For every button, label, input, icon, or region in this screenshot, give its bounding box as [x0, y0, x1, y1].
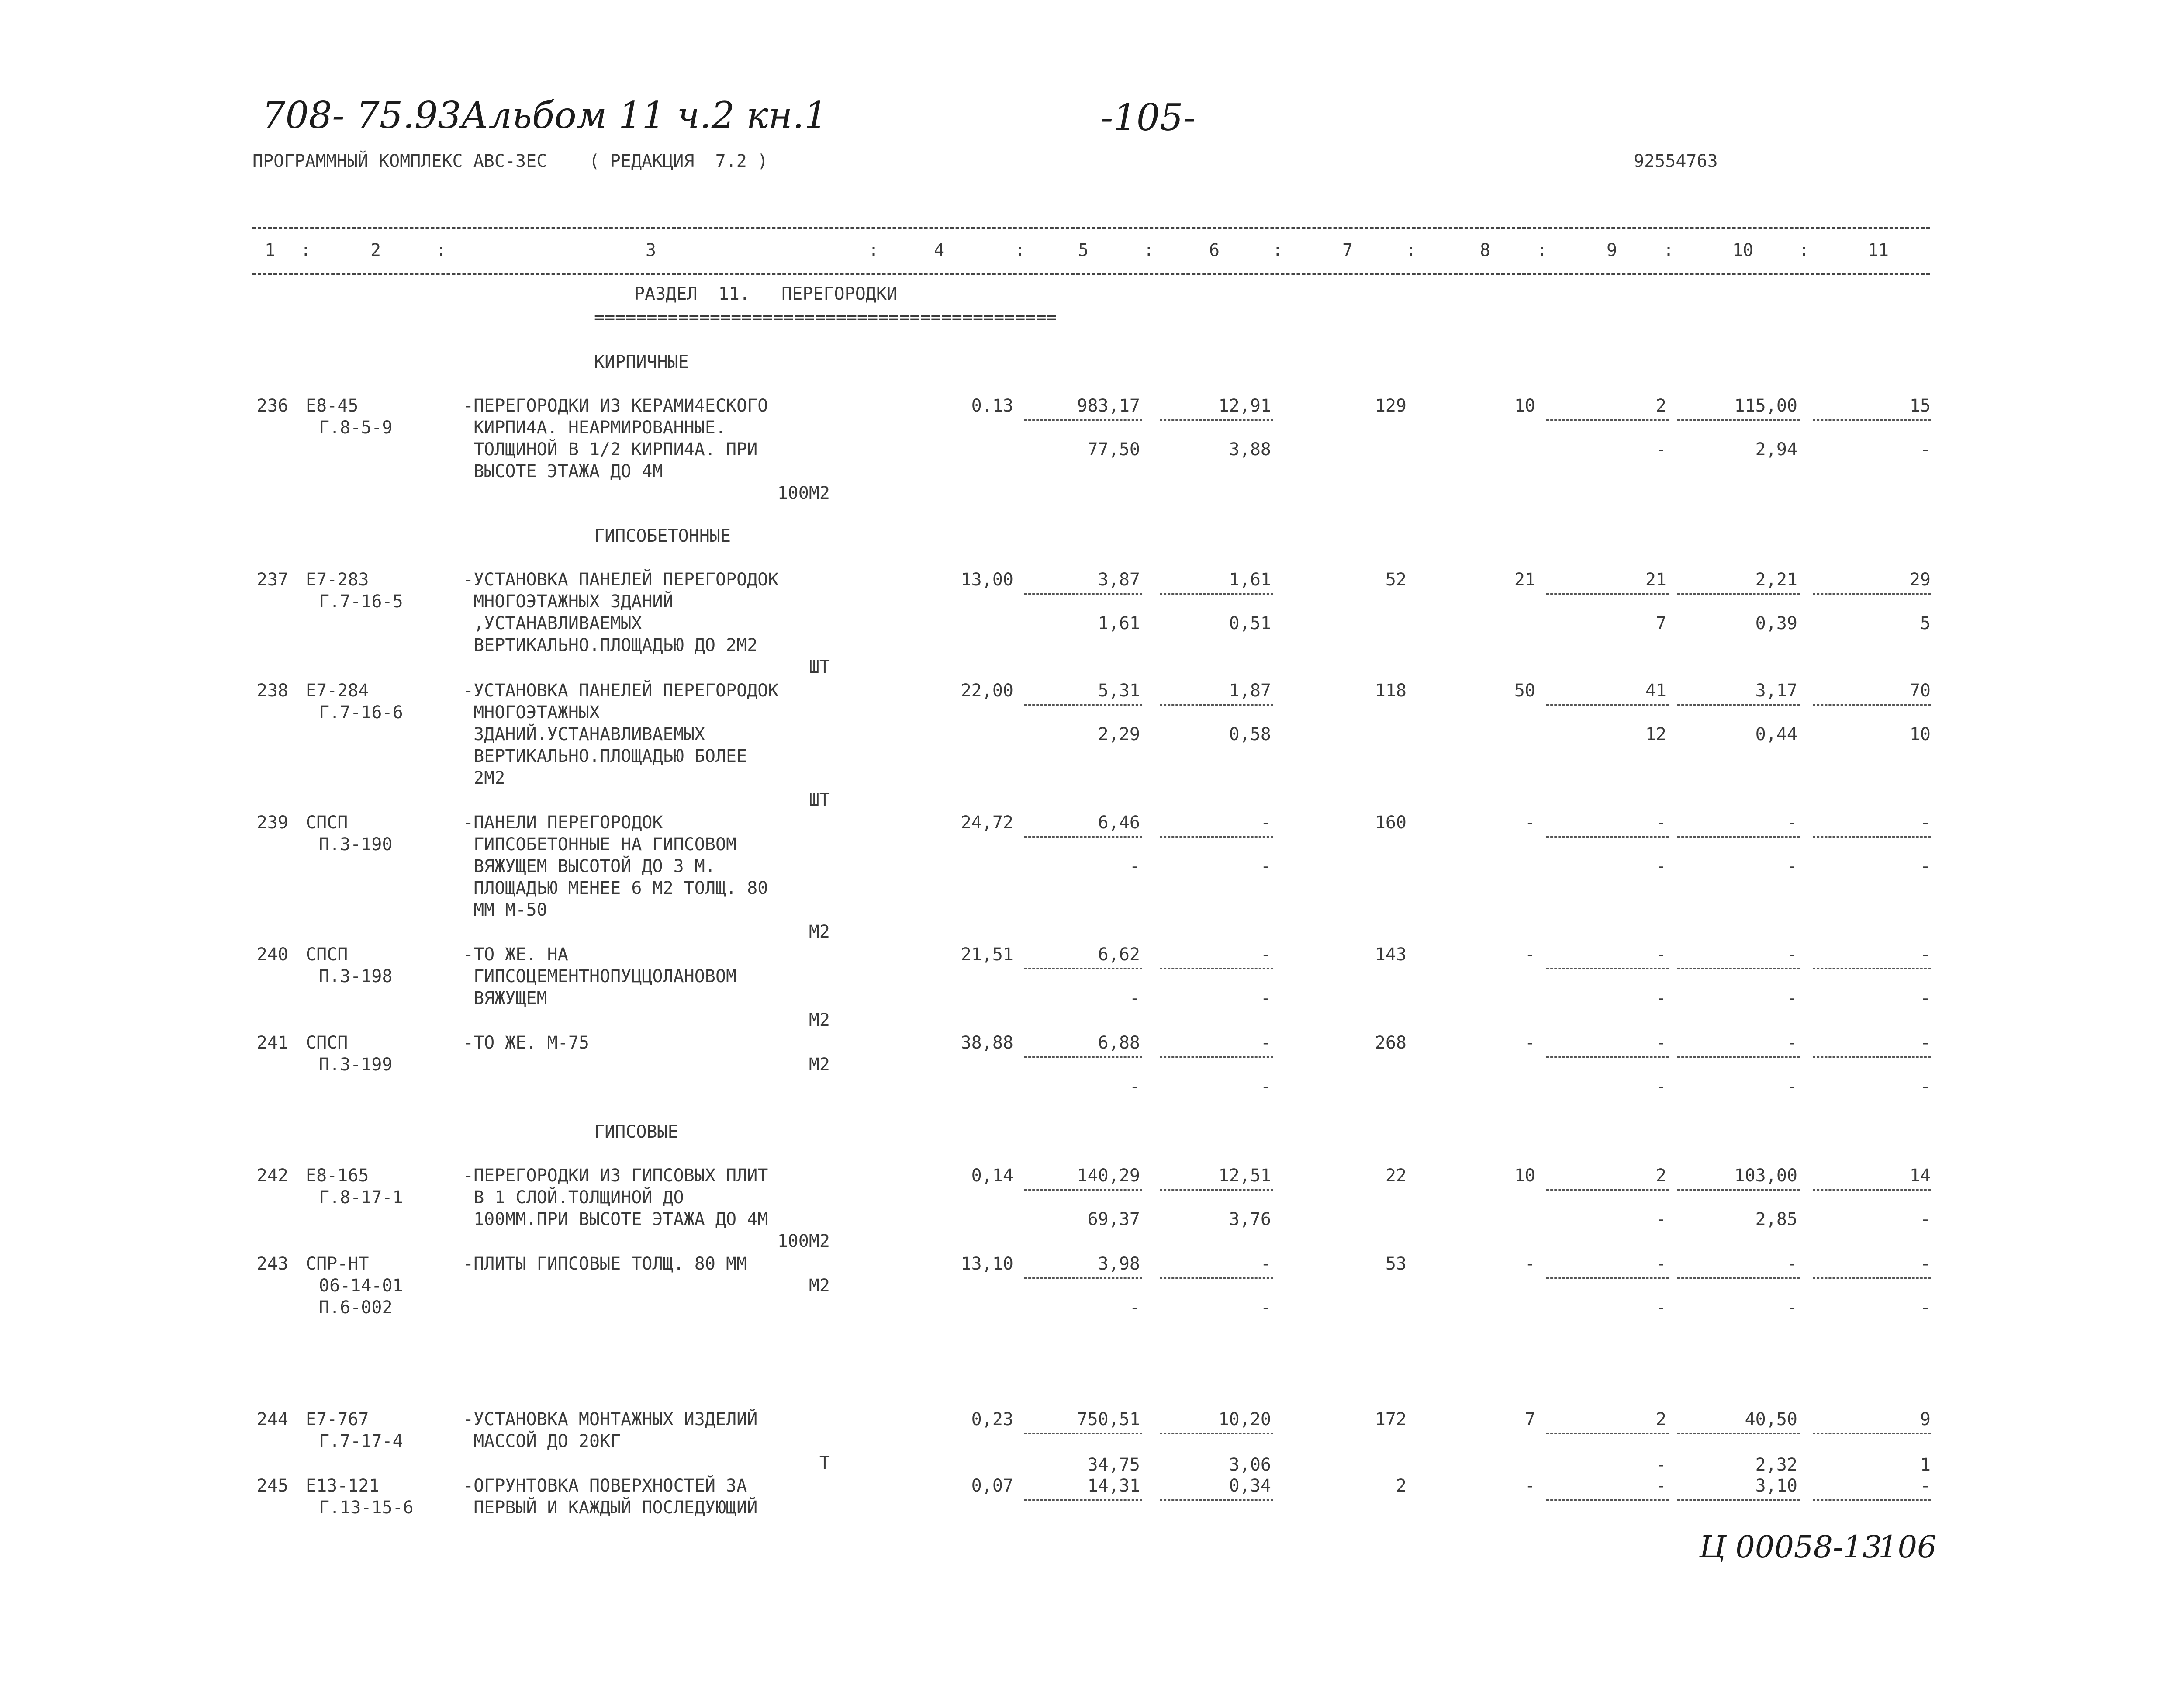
value-divider — [1160, 593, 1273, 595]
cell-c11: 29 — [1909, 570, 1931, 590]
cell-c10b: - — [1787, 856, 1797, 876]
row-number: 237 — [256, 570, 288, 590]
cell-c6: 1,61 — [1229, 570, 1271, 590]
row-unit: 100М2 — [777, 1231, 830, 1251]
cell-c8: 7 — [1524, 1409, 1535, 1429]
cell-c9b: - — [1655, 440, 1666, 460]
row-description-line: ТОЛЩИНОЙ В 1/2 КИРПИ4А. ПРИ — [463, 440, 758, 460]
column-header-cell: : — [868, 240, 879, 260]
cell-c8: - — [1524, 813, 1535, 833]
cell-c7: 160 — [1375, 813, 1406, 833]
row-number: 242 — [256, 1166, 288, 1186]
cell-c9: 2 — [1655, 396, 1666, 416]
cell-c6b: 3,76 — [1229, 1209, 1271, 1229]
cell-c5b: 69,37 — [1087, 1209, 1140, 1229]
row-description-line: МНОГОЭТАЖНЫХ ЗДАНИЙ — [463, 592, 674, 612]
column-header-cell: 5 — [1078, 240, 1089, 260]
row-number: 241 — [256, 1033, 288, 1053]
cell-c8: 50 — [1514, 681, 1535, 701]
row-code: Е8-165 — [306, 1166, 369, 1186]
row-description-line: ЗДАНИЙ.УСТАНАВЛИВАЕМЫХ — [463, 724, 705, 744]
value-divider — [1677, 1433, 1800, 1434]
cell-c9: 41 — [1645, 681, 1666, 701]
row-code: Е8-45 — [306, 396, 359, 416]
cell-c4: 24,72 — [961, 813, 1013, 833]
cell-c5: 14,31 — [1087, 1476, 1140, 1496]
cell-c4: 0,14 — [971, 1166, 1013, 1186]
cell-c11: - — [1920, 1033, 1931, 1053]
value-divider — [1160, 1277, 1273, 1279]
cell-c4: 38,88 — [961, 1033, 1013, 1053]
cell-c9b: - — [1655, 1455, 1666, 1475]
cell-c6b: 3,06 — [1229, 1455, 1271, 1475]
row-description-line: В 1 СЛОЙ.ТОЛЩИНОЙ ДО — [463, 1187, 684, 1208]
cell-c9: 21 — [1645, 570, 1666, 590]
row-unit: М2 — [809, 1276, 830, 1296]
row-unit: М2 — [809, 1010, 830, 1030]
column-header-cell: 7 — [1342, 240, 1353, 260]
row-description-line: ПЛОЩАДЬЮ МЕНЕЕ 6 М2 ТОЛЩ. 80 — [463, 878, 768, 898]
row-number: 245 — [256, 1476, 288, 1496]
cell-c11: 9 — [1920, 1409, 1931, 1429]
cell-c10b: 0,39 — [1755, 613, 1797, 633]
column-header-cell: 3 — [645, 240, 657, 260]
cell-c6: - — [1260, 813, 1271, 833]
cell-c5: 140,29 — [1077, 1166, 1140, 1186]
cell-c9: - — [1655, 1476, 1666, 1496]
column-header-cell: : — [300, 240, 311, 260]
value-divider — [1813, 1499, 1931, 1501]
cell-c10b: - — [1787, 988, 1797, 1008]
row-number: 238 — [256, 681, 288, 701]
cell-c7: 52 — [1385, 570, 1406, 590]
column-header-cell: 2 — [370, 240, 381, 260]
row-unit: М2 — [809, 922, 830, 942]
value-divider — [1160, 836, 1273, 838]
row-reference: П.3-198 — [319, 966, 393, 986]
value-divider — [1677, 419, 1800, 421]
value-divider — [1813, 704, 1931, 706]
cell-c5: 6,88 — [1098, 1033, 1140, 1053]
row-description-line: -УСТАНОВКА МОНТАЖНЫХ ИЗДЕЛИЙ — [463, 1409, 758, 1429]
row-description-line: -ПЛИТЫ ГИПСОВЫЕ ТОЛЩ. 80 ММ — [463, 1254, 747, 1274]
cell-c10: 2,21 — [1755, 570, 1797, 590]
cell-c11: - — [1920, 945, 1931, 965]
cell-c7: 118 — [1375, 681, 1406, 701]
row-description-line: -ТО ЖЕ. М-75 — [463, 1033, 589, 1053]
row-description-line: -ТО ЖЕ. НА — [463, 945, 568, 965]
cell-c10: - — [1787, 945, 1797, 965]
cell-c4: 21,51 — [961, 945, 1013, 965]
cell-c9b: 7 — [1655, 613, 1666, 633]
value-divider — [1677, 704, 1800, 706]
cell-c5: 983,17 — [1077, 396, 1140, 416]
cell-c9b: - — [1655, 1076, 1666, 1097]
value-divider — [1160, 704, 1273, 706]
cell-c10: - — [1787, 813, 1797, 833]
cell-c6: 12,51 — [1218, 1166, 1271, 1186]
value-divider — [1024, 1499, 1142, 1501]
row-reference: 06-14-01 — [319, 1276, 403, 1296]
value-divider — [1546, 593, 1669, 595]
column-header-cell: 6 — [1209, 240, 1220, 260]
cell-c9: - — [1655, 1033, 1666, 1053]
cell-c10: 40,50 — [1745, 1409, 1797, 1429]
value-divider — [1677, 1499, 1800, 1501]
cell-c11b: - — [1920, 440, 1931, 460]
cell-c10: - — [1787, 1254, 1797, 1274]
cell-c11: - — [1920, 1476, 1931, 1496]
column-header-cell: : — [1143, 240, 1154, 260]
row-reference: Г.8-5-9 — [319, 418, 393, 438]
cell-c4: 13,00 — [961, 570, 1013, 590]
row-code: СПСП — [306, 1033, 348, 1053]
row-reference: Г.7-16-6 — [319, 703, 403, 723]
cell-c5b: 1,61 — [1098, 613, 1140, 633]
section-underline: ============================================ — [594, 308, 1057, 328]
value-divider — [1160, 1433, 1273, 1434]
row-reference: Г.8-17-1 — [319, 1187, 403, 1208]
cell-c4: 0.13 — [971, 396, 1013, 416]
column-header-cell: 1 — [264, 240, 276, 260]
cell-c10b: - — [1787, 1076, 1797, 1097]
row-number: 243 — [256, 1254, 288, 1274]
value-divider — [1546, 968, 1669, 969]
row-reference: П.3-190 — [319, 834, 393, 855]
row-description-line: -ПЕРЕГОРОДКИ ИЗ ГИПСОВЫХ ПЛИТ — [463, 1166, 768, 1186]
cell-c7: 143 — [1375, 945, 1406, 965]
row-unit: ШТ — [809, 790, 830, 810]
value-divider — [1160, 1189, 1273, 1191]
cell-c5b: - — [1129, 988, 1140, 1008]
cell-c6: 0,34 — [1229, 1476, 1271, 1496]
cell-c10b: - — [1787, 1298, 1797, 1318]
column-header-cell: 4 — [933, 240, 945, 260]
value-divider — [1677, 1189, 1800, 1191]
group-label-brick: КИРПИЧНЫЕ — [594, 352, 689, 372]
cell-c11b: - — [1920, 1209, 1931, 1229]
row-description-line: 100ММ.ПРИ ВЫСОТЕ ЭТАЖА ДО 4М — [463, 1209, 768, 1229]
cell-c5b: - — [1129, 1076, 1140, 1097]
column-header-cell: : — [1536, 240, 1548, 260]
group-label-gypsum-concrete: ГИПСОБЕТОННЫЕ — [594, 526, 731, 546]
row-description-line: -УСТАНОВКА ПАНЕЛЕЙ ПЕРЕГОРОДОК — [463, 570, 779, 590]
row-description-line: ВЕРТИКАЛЬНО.ПЛОЩАДЬЮ ДО 2М2 — [463, 635, 758, 655]
cell-c11: 70 — [1909, 681, 1931, 701]
cell-c9: 2 — [1655, 1166, 1666, 1186]
cell-c4: 0,23 — [971, 1409, 1013, 1429]
row-code: Е7-284 — [306, 681, 369, 701]
cell-c10: 115,00 — [1734, 396, 1797, 416]
cell-c8: - — [1524, 1254, 1535, 1274]
row-number: 244 — [256, 1409, 288, 1429]
row-description-line: -УСТАНОВКА ПАНЕЛЕЙ ПЕРЕГОРОДОК — [463, 681, 779, 701]
value-divider — [1677, 1056, 1800, 1058]
cell-c10: 3,17 — [1755, 681, 1797, 701]
cell-c4: 13,10 — [961, 1254, 1013, 1274]
row-code: Е7-283 — [306, 570, 369, 590]
cell-c8: 21 — [1514, 570, 1535, 590]
row-description-line: КИРПИ4А. НЕАРМИРОВАННЫЕ. — [463, 418, 726, 438]
value-divider — [1024, 704, 1142, 706]
value-divider — [1813, 593, 1931, 595]
cell-c9b: - — [1655, 988, 1666, 1008]
row-reference: Г.7-17-4 — [319, 1431, 403, 1451]
row-description-line: ПЕРВЫЙ И КАЖДЫЙ ПОСЛЕДУЮЩИЙ — [463, 1498, 758, 1518]
cell-c5b: - — [1129, 1298, 1140, 1318]
row-unit: Т — [819, 1453, 830, 1473]
cell-c4: 0,07 — [971, 1476, 1013, 1496]
cell-c8: 10 — [1514, 1166, 1535, 1186]
cell-c8: - — [1524, 1033, 1535, 1053]
cell-c6b: 0,51 — [1229, 613, 1271, 633]
value-divider — [1024, 1277, 1142, 1279]
value-divider — [1546, 836, 1669, 838]
row-code: Е7-767 — [306, 1409, 369, 1429]
row-description-line: МАССОЙ ДО 20КГ — [463, 1431, 621, 1451]
cell-c10: 3,10 — [1755, 1476, 1797, 1496]
value-divider — [1813, 419, 1931, 421]
cell-c5: 6,62 — [1098, 945, 1140, 965]
column-header-cell: : — [1014, 240, 1026, 260]
value-divider — [1813, 1189, 1931, 1191]
group-label-gypsum: ГИПСОВЫЕ — [594, 1122, 678, 1142]
handwritten-doc-code: 708- 75.93 — [262, 94, 461, 137]
cell-c5: 750,51 — [1077, 1409, 1140, 1429]
row-description-line: ГИПСОБЕТОННЫЕ НА ГИПСОВОМ — [463, 834, 737, 855]
value-divider — [1546, 1499, 1669, 1501]
cell-c10: 103,00 — [1734, 1166, 1797, 1186]
handwritten-stamp-number: Ц 00058-13 — [1699, 1529, 1882, 1565]
cell-c5b: 34,75 — [1087, 1455, 1140, 1475]
cell-c11b: - — [1920, 1298, 1931, 1318]
header-rule-top — [252, 227, 1930, 229]
cell-c6b: - — [1260, 1076, 1271, 1097]
cell-c6: 12,91 — [1218, 396, 1271, 416]
row-description-line: ВЯЖУЩЕМ ВЫСОТОЙ ДО 3 М. — [463, 856, 715, 876]
column-header-cell: 9 — [1606, 240, 1617, 260]
value-divider — [1546, 1056, 1669, 1058]
value-divider — [1546, 1433, 1669, 1434]
cell-c8: - — [1524, 945, 1535, 965]
row-number: 240 — [256, 945, 288, 965]
cell-c11b: - — [1920, 988, 1931, 1008]
row-reference: П.3-199 — [319, 1055, 393, 1075]
cell-c5: 6,46 — [1098, 813, 1140, 833]
cell-c11b: - — [1920, 1076, 1931, 1097]
row-description-line: ВЯЖУЩЕМ — [463, 988, 547, 1008]
value-divider — [1024, 419, 1142, 421]
value-divider — [1546, 1189, 1669, 1191]
cell-c6b: - — [1260, 856, 1271, 876]
row-code: Е13-121 — [306, 1476, 380, 1496]
value-divider — [1546, 1277, 1669, 1279]
column-header-cell: : — [1798, 240, 1810, 260]
cell-c8: - — [1524, 1476, 1535, 1496]
row-description-line: ,УСТАНАВЛИВАЕМЫХ — [463, 613, 642, 633]
cell-c11: - — [1920, 1254, 1931, 1274]
cell-c10b: 2,94 — [1755, 440, 1797, 460]
cell-c6: 1,87 — [1229, 681, 1271, 701]
cell-c11b: - — [1920, 856, 1931, 876]
header-rule-bottom — [252, 273, 1930, 275]
cell-c9: - — [1655, 813, 1666, 833]
value-divider — [1813, 1056, 1931, 1058]
cell-c6: - — [1260, 945, 1271, 965]
cell-c5: 3,87 — [1098, 570, 1140, 590]
value-divider — [1160, 1056, 1273, 1058]
value-divider — [1160, 1499, 1273, 1501]
value-divider — [1677, 593, 1800, 595]
cell-c9b: 12 — [1645, 724, 1666, 744]
cell-c6: - — [1260, 1033, 1271, 1053]
cell-c11b: 1 — [1920, 1455, 1931, 1475]
value-divider — [1024, 836, 1142, 838]
row-description-line: ВЕРТИКАЛЬНО.ПЛОЩАДЬЮ БОЛЕЕ — [463, 746, 747, 766]
row-unit: 100М2 — [777, 483, 830, 503]
value-divider — [1813, 1277, 1931, 1279]
cell-c10b: 0,44 — [1755, 724, 1797, 744]
value-divider — [1546, 704, 1669, 706]
row-description-line: МНОГОЭТАЖНЫХ — [463, 703, 600, 723]
cell-c9: 2 — [1655, 1409, 1666, 1429]
value-divider — [1024, 1056, 1142, 1058]
value-divider — [1024, 1189, 1142, 1191]
cell-c5: 3,98 — [1098, 1254, 1140, 1274]
cell-c11b: 10 — [1909, 724, 1931, 744]
cell-c6b: 0,58 — [1229, 724, 1271, 744]
cell-c6: - — [1260, 1254, 1271, 1274]
value-divider — [1677, 836, 1800, 838]
row-description-line: -ПАНЕЛИ ПЕРЕГОРОДОК — [463, 813, 663, 833]
cell-c4: 22,00 — [961, 681, 1013, 701]
cell-c7: 268 — [1375, 1033, 1406, 1053]
column-header-cell: 11 — [1867, 240, 1889, 260]
value-divider — [1813, 836, 1931, 838]
column-header-cell: : — [1663, 240, 1674, 260]
row-description-line: -ПЕРЕГОРОДКИ ИЗ КЕРАМИ4ЕСКОГО — [463, 396, 768, 416]
column-header-cell: : — [435, 240, 447, 260]
cell-c11b: 5 — [1920, 613, 1931, 633]
cell-c11: 15 — [1909, 396, 1931, 416]
cell-c5: 5,31 — [1098, 681, 1140, 701]
row-description-line: 2М2 — [463, 768, 505, 788]
value-divider — [1677, 1277, 1800, 1279]
cell-c9b: - — [1655, 856, 1666, 876]
cell-c6b: 3,88 — [1229, 440, 1271, 460]
cell-c7: 53 — [1385, 1254, 1406, 1274]
column-header-cell: : — [1405, 240, 1417, 260]
cell-c6: 10,20 — [1218, 1409, 1271, 1429]
row-code: СПСП — [306, 945, 348, 965]
value-divider — [1160, 419, 1273, 421]
row-reference: Г.13-15-6 — [319, 1498, 414, 1518]
row-unit: ШТ — [809, 657, 830, 677]
value-divider — [1160, 968, 1273, 969]
row-description-line: ГИПСОЦЕМЕНТНОПУЦЦОЛАНОВОМ — [463, 966, 737, 986]
value-divider — [1024, 968, 1142, 969]
cell-c6b: - — [1260, 1298, 1271, 1318]
value-divider — [1024, 1433, 1142, 1434]
row-code: СПСП — [306, 813, 348, 833]
section-title: РАЗДЕЛ 11. ПЕРЕГОРОДКИ — [634, 284, 898, 304]
cell-c9: - — [1655, 945, 1666, 965]
row-code: СПР-НТ — [306, 1254, 369, 1274]
column-header-cell: : — [1272, 240, 1283, 260]
cell-c10b: 2,32 — [1755, 1455, 1797, 1475]
row-reference: П.6-002 — [319, 1298, 393, 1318]
cell-c7: 2 — [1396, 1476, 1406, 1496]
value-divider — [1546, 419, 1669, 421]
value-divider — [1024, 593, 1142, 595]
row-description-line: ВЫСОТЕ ЭТАЖА ДО 4М — [463, 461, 663, 481]
cell-c9: - — [1655, 1254, 1666, 1274]
document-id: 92554763 — [1634, 151, 1718, 171]
cell-c5b: 77,50 — [1087, 440, 1140, 460]
value-divider — [1813, 968, 1931, 969]
cell-c7: 172 — [1375, 1409, 1406, 1429]
cell-c9b: - — [1655, 1298, 1666, 1318]
cell-c10b: 2,85 — [1755, 1209, 1797, 1229]
value-divider — [1677, 968, 1800, 969]
cell-c11: - — [1920, 813, 1931, 833]
handwritten-page-number: -105- — [1101, 96, 1196, 139]
cell-c10: - — [1787, 1033, 1797, 1053]
value-divider — [1813, 1433, 1931, 1434]
handwritten-album-label: Альбом 11 ч.2 кн.1 — [461, 94, 828, 137]
row-number: 236 — [256, 396, 288, 416]
cell-c11: 14 — [1909, 1166, 1931, 1186]
row-description-line: -ОГРУНТОВКА ПОВЕРХНОСТЕЙ ЗА — [463, 1476, 747, 1496]
row-reference: Г.7-16-5 — [319, 592, 403, 612]
cell-c7: 129 — [1375, 396, 1406, 416]
row-description-line: ММ М-50 — [463, 900, 547, 920]
row-number: 239 — [256, 813, 288, 833]
cell-c7: 22 — [1385, 1166, 1406, 1186]
column-header-cell: 8 — [1479, 240, 1491, 260]
program-header: ПРОГРАММНЫЙ КОМПЛЕКС АВС-3ЕС ( РЕДАКЦИЯ 7.2 ) — [252, 151, 768, 171]
row-unit: М2 — [809, 1055, 830, 1075]
column-header-cell: 10 — [1732, 240, 1754, 260]
cell-c8: 10 — [1514, 396, 1535, 416]
cell-c6b: - — [1260, 988, 1271, 1008]
handwritten-sheet-number: 106 — [1878, 1529, 1937, 1565]
cell-c9b: - — [1655, 1209, 1666, 1229]
cell-c5b: - — [1129, 856, 1140, 876]
cell-c5b: 2,29 — [1098, 724, 1140, 744]
